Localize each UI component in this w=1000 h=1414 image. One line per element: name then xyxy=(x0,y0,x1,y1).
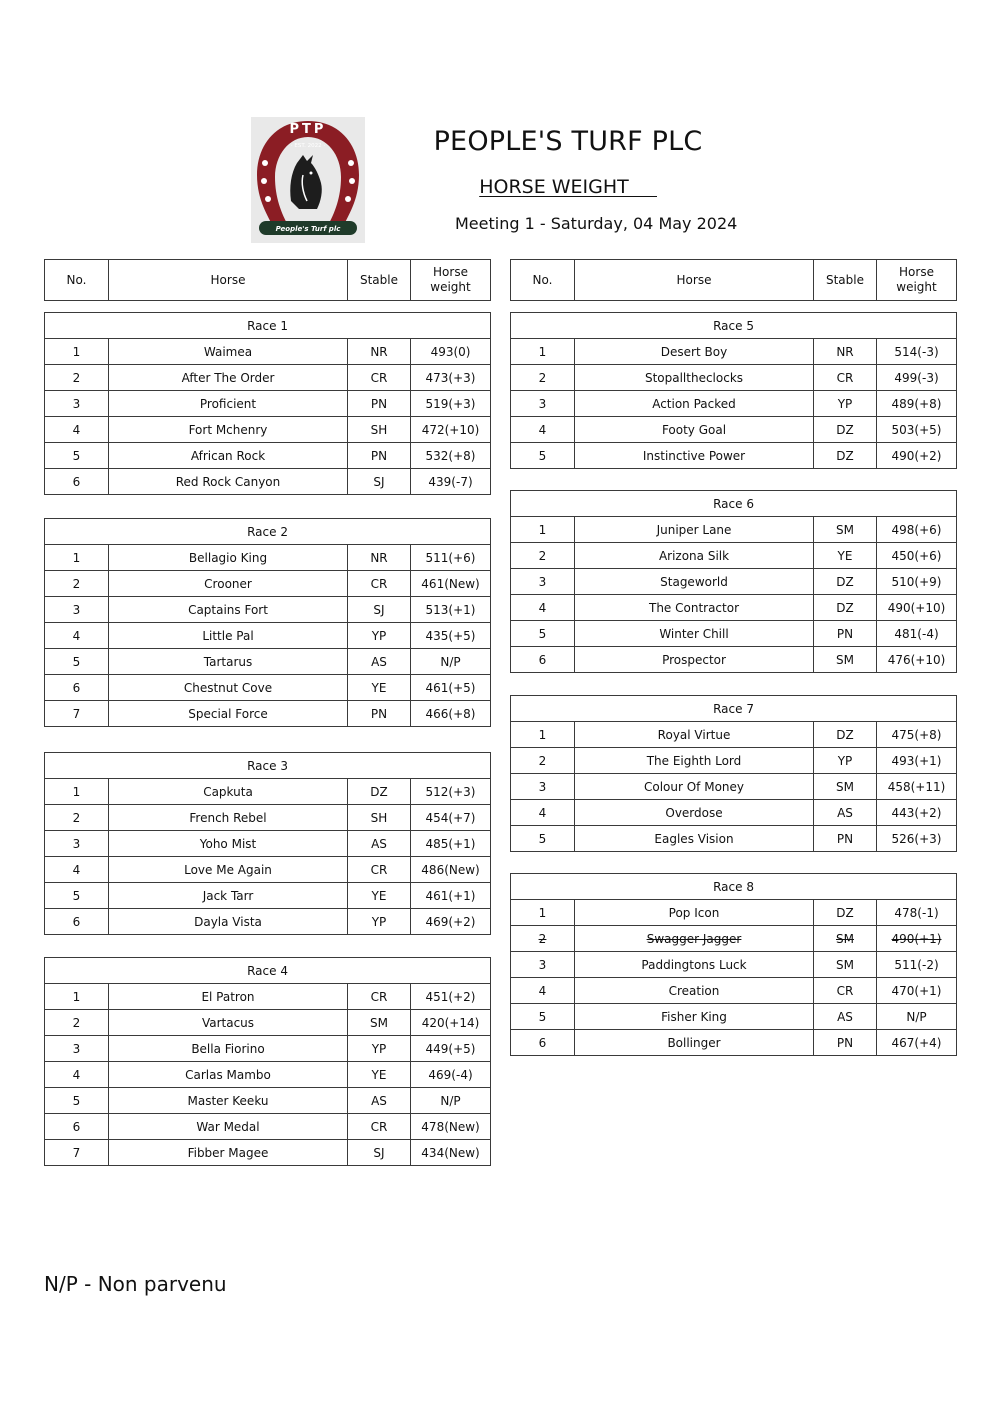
cell-weight: 466(+8) xyxy=(411,701,491,727)
logo-banner-text: People's Turf plc xyxy=(275,225,341,233)
cell-no: 4 xyxy=(45,417,109,443)
cell-stable: PN xyxy=(814,1030,877,1056)
cell-horse: Winter Chill xyxy=(575,621,814,647)
cell-horse: Special Force xyxy=(109,701,348,727)
table-row xyxy=(45,1062,491,1088)
table-row xyxy=(45,1010,491,1036)
table-row xyxy=(45,701,491,727)
table-row xyxy=(45,339,491,365)
cell-stable: SM xyxy=(348,1010,411,1036)
table-row xyxy=(511,722,957,748)
cell-no: 5 xyxy=(45,1088,109,1114)
cell-stable: NR xyxy=(348,545,411,571)
cell-no: 4 xyxy=(511,417,575,443)
cell-stable: SM xyxy=(814,774,877,800)
cell-stable: DZ xyxy=(348,779,411,805)
race-table xyxy=(510,695,957,852)
cell-horse: Creation xyxy=(575,978,814,1004)
cell-no: 1 xyxy=(45,779,109,805)
cell-stable: SM xyxy=(814,952,877,978)
cell-stable: YE xyxy=(348,1062,411,1088)
cell-no: 3 xyxy=(45,831,109,857)
cell-no: 5 xyxy=(45,649,109,675)
table-row xyxy=(511,774,957,800)
cell-weight: 511(-2) xyxy=(877,952,957,978)
cell-no: 3 xyxy=(511,569,575,595)
cell-stable: DZ xyxy=(814,569,877,595)
cell-no: 2 xyxy=(511,748,575,774)
header-weight-line1: Horse xyxy=(433,265,468,279)
cell-stable: DZ xyxy=(814,722,877,748)
race-title-row xyxy=(45,519,491,545)
cell-stable: AS xyxy=(814,800,877,826)
table-row xyxy=(45,984,491,1010)
cell-horse: Overdose xyxy=(575,800,814,826)
race-title-row xyxy=(45,753,491,779)
cell-no: 6 xyxy=(45,909,109,935)
cell-stable: NR xyxy=(348,339,411,365)
table-row xyxy=(511,621,957,647)
cell-stable: CR xyxy=(348,571,411,597)
race-table xyxy=(44,312,491,495)
cell-horse: Master Keeku xyxy=(109,1088,348,1114)
table-row xyxy=(511,926,957,952)
table-row xyxy=(511,443,957,469)
cell-horse: Bollinger xyxy=(575,1030,814,1056)
header-no: No. xyxy=(45,260,109,301)
cell-horse: Prospector xyxy=(575,647,814,673)
table-row xyxy=(45,545,491,571)
logo-ptp-text: PTP xyxy=(289,122,327,137)
column-header-right xyxy=(510,259,957,301)
cell-horse: After The Order xyxy=(109,365,348,391)
cell-no: 2 xyxy=(45,1010,109,1036)
cell-weight: 514(-3) xyxy=(877,339,957,365)
cell-weight: 478(-1) xyxy=(877,900,957,926)
cell-no: 2 xyxy=(511,365,575,391)
cell-horse: Little Pal xyxy=(109,623,348,649)
header-weight xyxy=(877,260,957,301)
cell-stable: CR xyxy=(814,978,877,1004)
table-row xyxy=(45,1088,491,1114)
table-row xyxy=(45,909,491,935)
cell-stable: CR xyxy=(348,1114,411,1140)
header-stable: Stable xyxy=(814,260,877,301)
cell-stable: AS xyxy=(348,649,411,675)
race-title-row xyxy=(511,491,957,517)
cell-stable: CR xyxy=(348,857,411,883)
table-row xyxy=(511,978,957,1004)
race-title-row xyxy=(511,874,957,900)
cell-no: 2 xyxy=(45,571,109,597)
cell-no: 5 xyxy=(511,1004,575,1030)
cell-weight: 461(New) xyxy=(411,571,491,597)
cell-weight: 498(+6) xyxy=(877,517,957,543)
cell-stable: YE xyxy=(348,883,411,909)
cell-stable: AS xyxy=(348,1088,411,1114)
table-row xyxy=(511,952,957,978)
cell-stable: CR xyxy=(348,365,411,391)
cell-no: 5 xyxy=(511,443,575,469)
cell-no: 6 xyxy=(511,647,575,673)
cell-stable: YE xyxy=(814,543,877,569)
cell-stable: SH xyxy=(348,805,411,831)
header-weight-line2: weight xyxy=(896,280,937,294)
race-title-row xyxy=(45,958,491,984)
cell-weight: 481(-4) xyxy=(877,621,957,647)
race-table xyxy=(510,873,957,1056)
cell-no: 1 xyxy=(511,900,575,926)
header-horse: Horse xyxy=(109,260,348,301)
cell-horse: Jack Tarr xyxy=(109,883,348,909)
cell-weight: 512(+3) xyxy=(411,779,491,805)
cell-horse: Desert Boy xyxy=(575,339,814,365)
table-row xyxy=(45,571,491,597)
cell-no: 5 xyxy=(511,826,575,852)
race-title: Race 6 xyxy=(511,491,957,517)
cell-no: 4 xyxy=(45,857,109,883)
cell-horse: Pop Icon xyxy=(575,900,814,926)
cell-weight: 499(-3) xyxy=(877,365,957,391)
header-no: No. xyxy=(511,260,575,301)
table-row xyxy=(45,1036,491,1062)
cell-weight: 490(+1) xyxy=(877,926,957,952)
table-row xyxy=(511,647,957,673)
race-table xyxy=(44,518,491,727)
cell-weight: 519(+3) xyxy=(411,391,491,417)
cell-no: 1 xyxy=(45,339,109,365)
table-row xyxy=(511,800,957,826)
cell-no: 4 xyxy=(511,595,575,621)
race-title-row xyxy=(511,313,957,339)
cell-weight: 458(+11) xyxy=(877,774,957,800)
cell-stable: DZ xyxy=(814,417,877,443)
table-row xyxy=(45,857,491,883)
cell-weight: 461(+5) xyxy=(411,675,491,701)
cell-horse: Bella Fiorino xyxy=(109,1036,348,1062)
cell-weight: 478(New) xyxy=(411,1114,491,1140)
table-row xyxy=(45,623,491,649)
table-row xyxy=(511,365,957,391)
cell-weight: 503(+5) xyxy=(877,417,957,443)
cell-stable: YP xyxy=(814,748,877,774)
race-title-row xyxy=(45,313,491,339)
cell-horse: Footy Goal xyxy=(575,417,814,443)
company-title: PEOPLE'S TURF PLC xyxy=(433,126,703,157)
cell-stable: PN xyxy=(348,391,411,417)
cell-horse: Chestnut Cove xyxy=(109,675,348,701)
table-row xyxy=(45,649,491,675)
table-row xyxy=(45,443,491,469)
table-row xyxy=(511,543,957,569)
cell-no: 6 xyxy=(511,1030,575,1056)
table-row xyxy=(511,391,957,417)
cell-stable: SH xyxy=(348,417,411,443)
cell-weight: 454(+7) xyxy=(411,805,491,831)
cell-stable: SJ xyxy=(348,1140,411,1166)
meeting-info: Meeting 1 - Saturday, 04 May 2024 xyxy=(455,214,738,233)
table-row xyxy=(45,1114,491,1140)
race-title: Race 5 xyxy=(511,313,957,339)
column-header-left xyxy=(44,259,491,301)
cell-weight: 493(0) xyxy=(411,339,491,365)
cell-horse: Yoho Mist xyxy=(109,831,348,857)
cell-stable: SJ xyxy=(348,469,411,495)
cell-horse: Vartacus xyxy=(109,1010,348,1036)
table-row xyxy=(511,1030,957,1056)
cell-stable: YE xyxy=(348,675,411,701)
race-title: Race 1 xyxy=(45,313,491,339)
table-row xyxy=(45,883,491,909)
cell-horse: Stageworld xyxy=(575,569,814,595)
table-row xyxy=(45,1140,491,1166)
cell-no: 7 xyxy=(45,701,109,727)
cell-weight: 486(New) xyxy=(411,857,491,883)
table-row xyxy=(45,779,491,805)
cell-horse: Colour Of Money xyxy=(575,774,814,800)
cell-stable: PN xyxy=(348,701,411,727)
cell-weight: 490(+2) xyxy=(877,443,957,469)
cell-weight: 490(+10) xyxy=(877,595,957,621)
cell-weight: 470(+1) xyxy=(877,978,957,1004)
cell-no: 6 xyxy=(45,1114,109,1140)
cell-no: 3 xyxy=(511,391,575,417)
cell-weight: 475(+8) xyxy=(877,722,957,748)
cell-no: 4 xyxy=(45,623,109,649)
cell-horse: El Patron xyxy=(109,984,348,1010)
cell-horse: Fisher King xyxy=(575,1004,814,1030)
cell-no: 3 xyxy=(511,952,575,978)
cell-no: 3 xyxy=(45,1036,109,1062)
subtitle-underline xyxy=(627,196,657,197)
cell-stable: CR xyxy=(348,984,411,1010)
cell-horse: Juniper Lane xyxy=(575,517,814,543)
cell-horse: Proficient xyxy=(109,391,348,417)
cell-weight: 461(+1) xyxy=(411,883,491,909)
table-row xyxy=(45,391,491,417)
table-row xyxy=(45,805,491,831)
cell-stable: DZ xyxy=(814,595,877,621)
table-row xyxy=(45,417,491,443)
header-horse: Horse xyxy=(575,260,814,301)
cell-no: 1 xyxy=(45,545,109,571)
race-title: Race 2 xyxy=(45,519,491,545)
cell-no: 3 xyxy=(511,774,575,800)
cell-horse: Instinctive Power xyxy=(575,443,814,469)
cell-weight: 449(+5) xyxy=(411,1036,491,1062)
cell-stable: PN xyxy=(814,621,877,647)
cell-horse: The Eighth Lord xyxy=(575,748,814,774)
cell-stable: YP xyxy=(348,909,411,935)
table-row xyxy=(45,597,491,623)
cell-no: 2 xyxy=(45,365,109,391)
cell-stable: SM xyxy=(814,647,877,673)
cell-weight: N/P xyxy=(411,1088,491,1114)
cell-weight: 476(+10) xyxy=(877,647,957,673)
cell-stable: YP xyxy=(348,1036,411,1062)
cell-stable: AS xyxy=(814,1004,877,1030)
cell-horse: Waimea xyxy=(109,339,348,365)
table-row xyxy=(511,1004,957,1030)
cell-horse: Eagles Vision xyxy=(575,826,814,852)
cell-horse: Fibber Magee xyxy=(109,1140,348,1166)
cell-no: 2 xyxy=(511,543,575,569)
header-weight xyxy=(411,260,491,301)
cell-horse: Paddingtons Luck xyxy=(575,952,814,978)
table-row xyxy=(511,417,957,443)
cell-weight: 435(+5) xyxy=(411,623,491,649)
cell-weight: 439(-7) xyxy=(411,469,491,495)
cell-stable: SM xyxy=(814,517,877,543)
cell-weight: 434(New) xyxy=(411,1140,491,1166)
cell-weight: 510(+9) xyxy=(877,569,957,595)
table-row xyxy=(45,675,491,701)
cell-stable: DZ xyxy=(814,900,877,926)
cell-no: 5 xyxy=(45,443,109,469)
cell-weight: N/P xyxy=(411,649,491,675)
logo-est-text: · EST. 2022 · xyxy=(290,143,326,149)
table-row xyxy=(511,826,957,852)
table-row xyxy=(511,339,957,365)
cell-horse: African Rock xyxy=(109,443,348,469)
cell-stable: CR xyxy=(814,365,877,391)
cell-no: 1 xyxy=(511,722,575,748)
cell-stable: SM xyxy=(814,926,877,952)
race-title-row xyxy=(511,696,957,722)
cell-no: 2 xyxy=(45,805,109,831)
cell-weight: 451(+2) xyxy=(411,984,491,1010)
cell-horse: The Contractor xyxy=(575,595,814,621)
table-row xyxy=(511,569,957,595)
cell-horse: Love Me Again xyxy=(109,857,348,883)
table-row xyxy=(511,748,957,774)
header-weight-line2: weight xyxy=(430,280,471,294)
cell-no: 4 xyxy=(511,978,575,1004)
cell-horse: Dayla Vista xyxy=(109,909,348,935)
cell-weight: 450(+6) xyxy=(877,543,957,569)
table-row xyxy=(45,469,491,495)
cell-no: 6 xyxy=(45,469,109,495)
cell-weight: 485(+1) xyxy=(411,831,491,857)
race-table xyxy=(510,490,957,673)
table-row xyxy=(511,517,957,543)
race-table xyxy=(44,752,491,935)
header-weight-line1: Horse xyxy=(899,265,934,279)
cell-no: 4 xyxy=(511,800,575,826)
cell-horse: French Rebel xyxy=(109,805,348,831)
cell-stable: DZ xyxy=(814,443,877,469)
cell-horse: Captains Fort xyxy=(109,597,348,623)
race-title: Race 7 xyxy=(511,696,957,722)
cell-weight: 420(+14) xyxy=(411,1010,491,1036)
cell-weight: 511(+6) xyxy=(411,545,491,571)
cell-horse: Arizona Silk xyxy=(575,543,814,569)
cell-stable: YP xyxy=(348,623,411,649)
cell-stable: PN xyxy=(814,826,877,852)
cell-no: 5 xyxy=(45,883,109,909)
race-table xyxy=(44,957,491,1166)
cell-no: 2 xyxy=(511,926,575,952)
cell-weight: 526(+3) xyxy=(877,826,957,852)
cell-stable: SJ xyxy=(348,597,411,623)
cell-no: 5 xyxy=(511,621,575,647)
cell-stable: NR xyxy=(814,339,877,365)
footnote: N/P - Non parvenu xyxy=(44,1272,227,1296)
race-table xyxy=(510,312,957,469)
cell-no: 1 xyxy=(511,517,575,543)
race-title: Race 3 xyxy=(45,753,491,779)
cell-no: 1 xyxy=(511,339,575,365)
cell-horse: Bellagio King xyxy=(109,545,348,571)
cell-no: 6 xyxy=(45,675,109,701)
cell-weight: 513(+1) xyxy=(411,597,491,623)
table-row xyxy=(511,595,957,621)
cell-no: 3 xyxy=(45,391,109,417)
ptp-logo xyxy=(251,117,365,243)
cell-horse: Stopalltheclocks xyxy=(575,365,814,391)
table-row xyxy=(511,900,957,926)
table-row xyxy=(45,831,491,857)
cell-horse: Action Packed xyxy=(575,391,814,417)
cell-horse: Red Rock Canyon xyxy=(109,469,348,495)
table-row xyxy=(45,365,491,391)
cell-no: 1 xyxy=(45,984,109,1010)
cell-horse: Tartarus xyxy=(109,649,348,675)
race-title: Race 4 xyxy=(45,958,491,984)
cell-weight: 493(+1) xyxy=(877,748,957,774)
cell-no: 4 xyxy=(45,1062,109,1088)
cell-horse: Fort Mchenry xyxy=(109,417,348,443)
cell-weight: 473(+3) xyxy=(411,365,491,391)
cell-horse: Capkuta xyxy=(109,779,348,805)
cell-no: 3 xyxy=(45,597,109,623)
cell-weight: 489(+8) xyxy=(877,391,957,417)
cell-weight: 467(+4) xyxy=(877,1030,957,1056)
cell-weight: N/P xyxy=(877,1004,957,1030)
cell-horse: Crooner xyxy=(109,571,348,597)
subtitle-text: HORSE WEIGHT xyxy=(479,176,629,198)
cell-weight: 469(-4) xyxy=(411,1062,491,1088)
cell-stable: AS xyxy=(348,831,411,857)
cell-stable: YP xyxy=(814,391,877,417)
race-title: Race 8 xyxy=(511,874,957,900)
header-stable: Stable xyxy=(348,260,411,301)
cell-horse: War Medal xyxy=(109,1114,348,1140)
cell-horse: Swagger Jagger xyxy=(575,926,814,952)
cell-horse: Carlas Mambo xyxy=(109,1062,348,1088)
cell-weight: 469(+2) xyxy=(411,909,491,935)
cell-stable: PN xyxy=(348,443,411,469)
cell-weight: 472(+10) xyxy=(411,417,491,443)
cell-no: 7 xyxy=(45,1140,109,1166)
cell-weight: 532(+8) xyxy=(411,443,491,469)
document-subtitle xyxy=(420,176,716,198)
cell-horse: Royal Virtue xyxy=(575,722,814,748)
cell-weight: 443(+2) xyxy=(877,800,957,826)
